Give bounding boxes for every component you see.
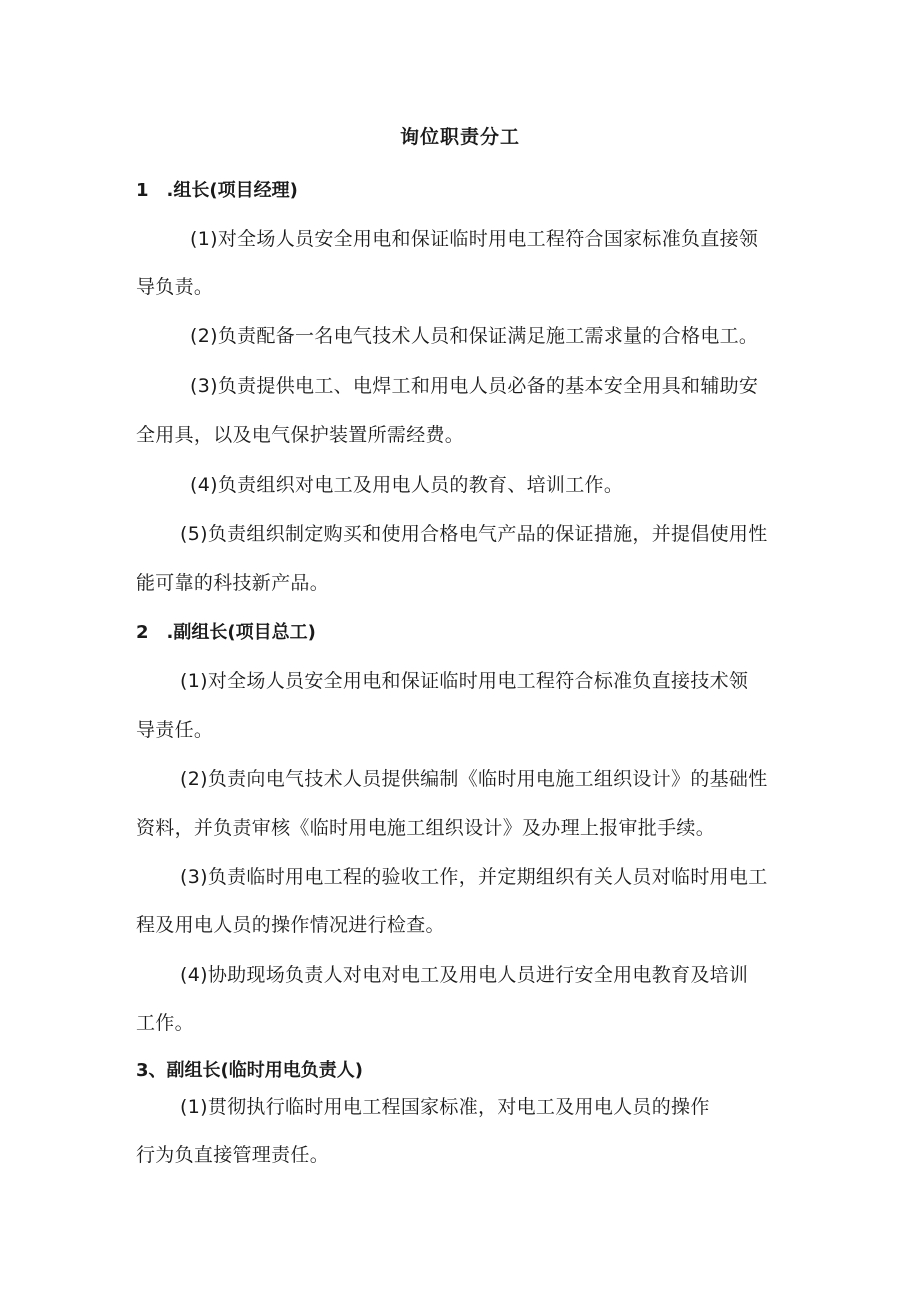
s3-p1-line1: (1)贯彻执行临时用电工程国家标准，对电工及用电人员的操作 (180, 1096, 710, 1118)
s1-p5-line2: 能可靠的科技新产品。 (136, 572, 330, 594)
s1-p2-line1: (2)负责配备一名电气技术人员和保证满足施工需求量的合格电工。 (190, 325, 759, 347)
s1-p5-line1: (5)负责组织制定购买和使用合格电气产品的保证措施，并提倡使用性 (180, 523, 768, 545)
s2-p3-line1: (3)负责临时用电工程的验收工作，并定期组织有关人员对临时用电工 (180, 866, 768, 888)
s1-p4-line1: (4)负责组织对电工及用电人员的教育、培训工作。 (190, 474, 624, 496)
s3-p1-line2: 行为负直接管理责任。 (136, 1144, 330, 1166)
s2-p3-line2: 程及用电人员的操作情况进行检查。 (136, 914, 445, 936)
s1-p3-line1: (3)负责提供电工、电焊工和用电人员必备的基本安全用具和辅助安 (190, 375, 759, 397)
s2-p1-line1: (1)对全场人员安全用电和保证临时用电工程符合标准负直接技术领 (180, 670, 749, 692)
s2-p2-line2: 资料，并负责审核《临时用电施工组织设计》及办理上报审批手续。 (136, 817, 716, 839)
section-1-heading: 1 .组长(项目经理) (136, 180, 298, 201)
s2-p4-line2: 工作。 (136, 1012, 194, 1034)
s1-p1-line2: 导负责。 (136, 276, 214, 298)
s2-p2-line1: (2)负责向电气技术人员提供编制《临时用电施工组织设计》的基础性 (180, 768, 768, 790)
s2-p1-line2: 导责任。 (136, 719, 214, 741)
section-2-heading: 2 .副组长(项目总工) (136, 622, 316, 643)
document-title: 询位职责分工 (399, 126, 520, 148)
section-3-heading: 3、副组长(临时用电负责人) (136, 1060, 363, 1081)
s1-p1-line1: (1)对全场人员安全用电和保证临时用电工程符合国家标准负直接领 (190, 228, 759, 250)
s2-p4-line1: (4)协助现场负责人对电对电工及用电人员进行安全用电教育及培训 (180, 964, 749, 986)
s1-p3-line2: 全用具，以及电气保护装置所需经费。 (136, 424, 465, 446)
